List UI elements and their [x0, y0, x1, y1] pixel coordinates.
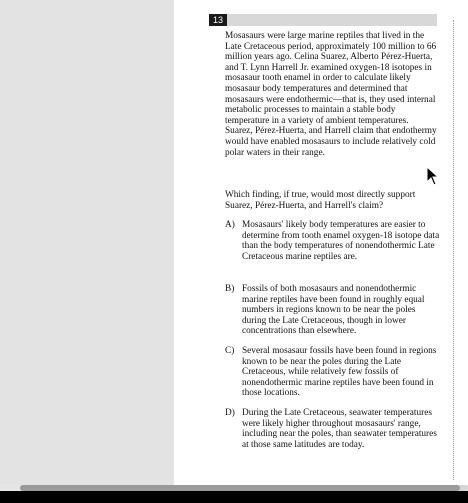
question-prompt: Which finding, if true, would most directly support Suarez, Pérez-Huerta, and Harrell's claim? [225, 190, 416, 211]
option-letter: C) [225, 346, 235, 356]
mouse-cursor-icon [426, 166, 440, 186]
question-header-bar [209, 14, 437, 26]
question-page [174, 0, 468, 485]
passage-text: Mosasaurs were large marine reptiles that lived in the Late Cretaceous period, approximately 100 million to 66 million years ago. Celina Suarez, Alberto Pérez-Huerta, and T. Lynn Harrell Jr. examined oxygen-18 isotopes in mosasaur tooth enamel in order to calculate likely mosasaur body temperatures and determined that mosasaurs were endothermic—that is, they used internal metabolic processes to maintain a stable body temperature in a variety of ambient temperatures. Suarez, Pérez-Huerta, and Harrell claim that endothermy would have enabled mosasaurs to include relatively cold polar waters in their range. [225, 31, 437, 158]
option-letter: A) [225, 220, 235, 230]
page-edge-divider [453, 20, 455, 480]
option-text: Mosasaurs' likely body temperatures are easier to determine from tooth enamel oxygen-18 isotope data than the body temperatures of nonendothermic Late Cretaceous marine reptiles are. [242, 220, 440, 262]
option-text: During the Late Cretaceous, seawater temperatures were likely higher throughout mosasaurs' range, including near the poles, than seawater temperatures at those same latitudes are today. [242, 408, 437, 450]
option-letter: B) [225, 284, 235, 294]
bottom-bar [0, 491, 468, 503]
left-panel [0, 0, 174, 485]
option-letter: D) [225, 408, 235, 418]
option-text: Fossils of both mosasaurs and nonendothermic marine reptiles have been found in roughly equal numbers in regions known to be near the poles during the Late Cretaceous, though in lower concentrations than elsewhere. [242, 284, 425, 337]
question-number: 13 [209, 14, 227, 26]
option-text: Several mosasaur fossils have been found in regions known to be near the poles during the Late Cretaceous, while relatively few fossils of nonendothermic marine reptiles have been found in those locations. [242, 346, 437, 399]
